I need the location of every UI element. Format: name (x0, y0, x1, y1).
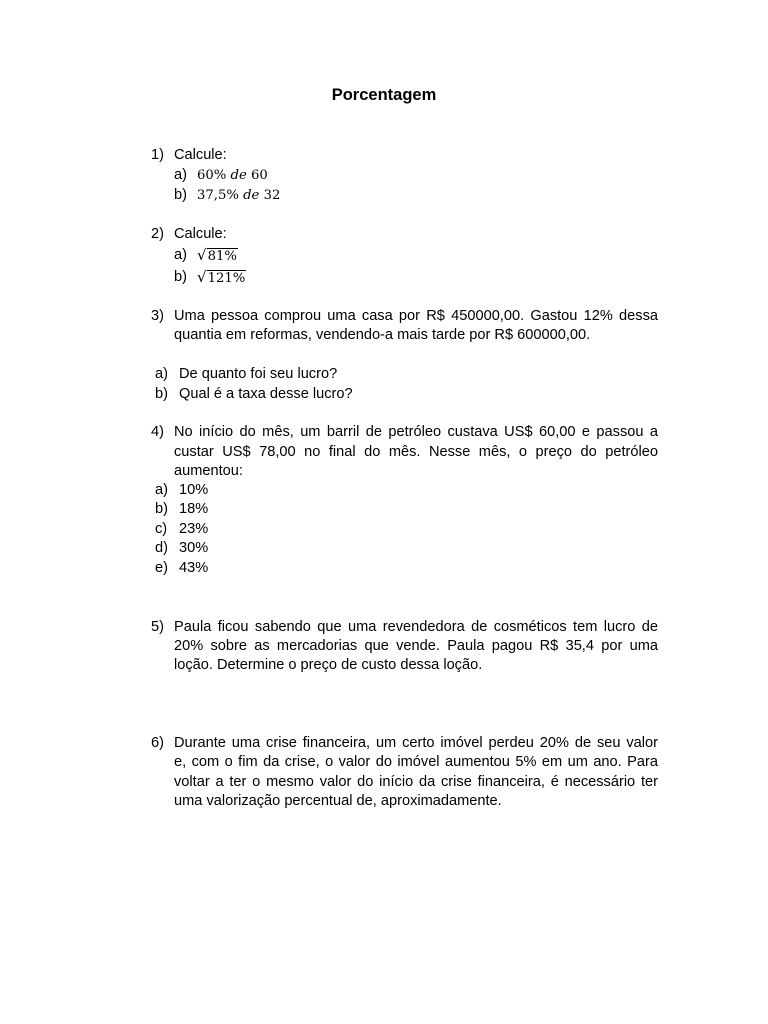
question-text-line: No início do mês, um barril de petróleo custava US$ 60,00 e passou a (174, 424, 658, 440)
question-text-line: aumentou: (174, 463, 243, 479)
sub-item-label: b) (174, 269, 187, 285)
square-root-expression: √121% (197, 268, 246, 286)
sub-item-label: a) (155, 366, 168, 382)
option-label: c) (155, 521, 168, 537)
question-text-line: 20% sobre as mercadorias que vende. Paula pagou R$ 35,4 por uma (174, 638, 658, 654)
question-text-line: uma valorização percentual de, aproximadamente. (174, 793, 502, 809)
option-text: 43% (179, 560, 209, 576)
option-text: 23% (179, 521, 209, 537)
page-title: Porcentagem (331, 86, 437, 104)
option-label: b) (155, 501, 168, 517)
square-root-expression: √81% (197, 246, 237, 264)
question-number: 6) (151, 735, 164, 751)
question-text: Calcule: (174, 147, 227, 163)
question-number: 1) (151, 147, 164, 163)
question-text-line: Uma pessoa comprou uma casa por R$ 450000,00. Gastou 12% dessa (174, 308, 658, 324)
radical-sign-icon: √ (197, 268, 207, 286)
option-label: d) (155, 540, 168, 556)
question-text: Calcule: (174, 226, 227, 242)
question-text-line: custar US$ 78,00 no final do mês. Nesse mês, o preço do petróleo (174, 444, 658, 460)
math-expression: 60% de 60 (197, 168, 268, 183)
option-text: 10% (179, 482, 209, 498)
question-text-line: Durante uma crise financeira, um certo imóvel perdeu 20% de seu valor (174, 735, 658, 751)
sub-item-label: b) (155, 386, 168, 402)
question-text-line: e, com o fim da crise, o valor do imóvel aumentou 5% em um ano. Para (174, 754, 658, 770)
radical-sign-icon: √ (197, 246, 207, 264)
question-text-line: Paula ficou sabendo que uma revendedora de cosméticos tem lucro de (174, 619, 658, 635)
question-number: 4) (151, 424, 164, 440)
sub-item-b (0, 268, 246, 288)
question-text-line: loção. Determine o preço de custo dessa loção. (174, 657, 483, 673)
question-number: 2) (151, 226, 164, 242)
question-number: 3) (151, 308, 164, 324)
math-expression: 37,5% de 32 (197, 188, 281, 203)
question-text-line: quantia em reformas, vendendo-a mais tarde por R$ 600000,00. (174, 327, 591, 343)
sub-item-text: De quanto foi seu lucro? (179, 366, 338, 382)
sub-item-a (0, 246, 237, 266)
sub-item-label: a) (174, 167, 187, 183)
option-label: e) (155, 560, 168, 576)
question-number: 5) (151, 619, 164, 635)
sub-item-label: b) (174, 187, 187, 203)
question-text-line: voltar a ter o mesmo valor do início da crise financeira, é necessário ter (174, 774, 658, 790)
option-text: 30% (179, 540, 209, 556)
sub-item-text: Qual é a taxa desse lucro? (179, 386, 353, 402)
option-text: 18% (179, 501, 209, 517)
option-label: a) (155, 482, 168, 498)
sub-item-label: a) (174, 247, 187, 263)
